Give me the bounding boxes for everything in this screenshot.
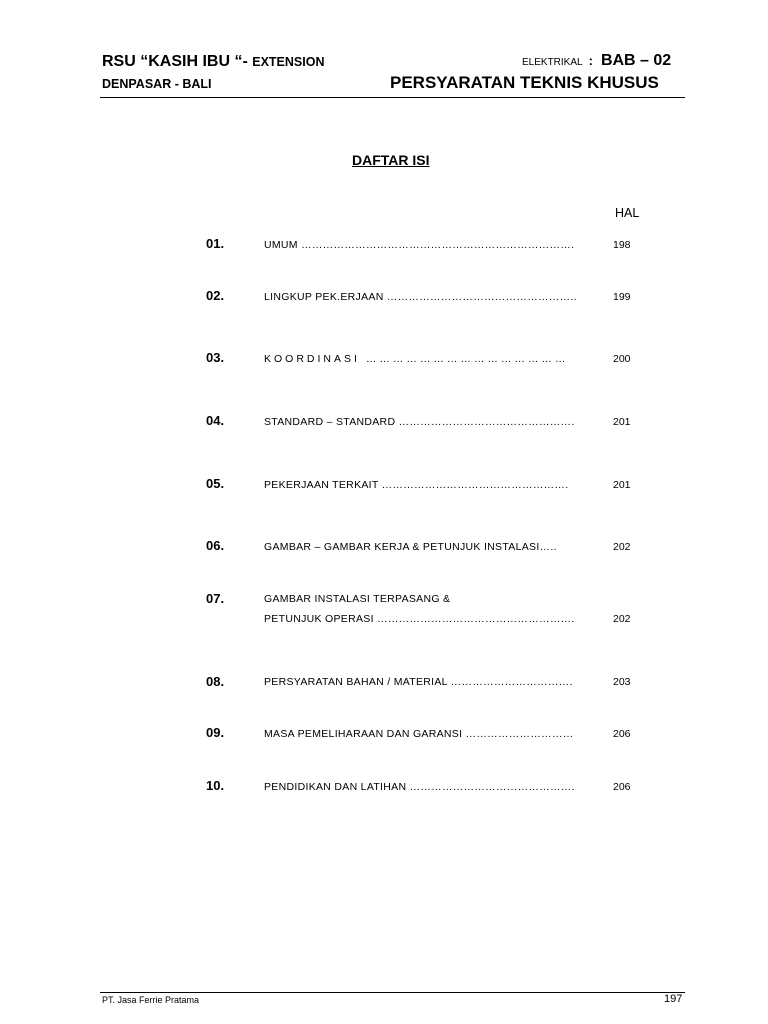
toc-entry-label: GAMBAR – GAMBAR KERJA & PETUNJUK INSTALASI….. (264, 541, 557, 553)
header-organization (102, 53, 324, 71)
toc-entry-label: GAMBAR INSTALASI TERPASANG & (264, 593, 451, 605)
header-location: DENPASAR - BALI (102, 77, 212, 91)
footer-divider (100, 992, 685, 993)
toc-title: DAFTAR ISI (352, 152, 430, 168)
header-org-suffix: EXTENSION (252, 55, 325, 69)
toc-entry-number: 05. (206, 476, 225, 491)
toc-entry-page: 206 (613, 728, 631, 740)
toc-entry-number: 04. (206, 413, 225, 428)
toc-entry-number: 08. (206, 674, 225, 689)
toc-entry-number: 03. (206, 350, 225, 365)
toc-entry-page: 201 (613, 479, 631, 491)
toc-entry-page: 200 (613, 353, 631, 365)
toc-entry-label: KOORDINASI ……………………………………… (264, 353, 569, 365)
toc-entry-label: LINGKUP PEK.ERJAAN …………………………………………….. (264, 291, 577, 303)
toc-entry-page: 203 (613, 676, 631, 688)
toc-entry-page: 202 (613, 613, 631, 625)
toc-entry-label: MASA PEMELIHARAAN DAN GARANSI ………………………… (264, 728, 574, 740)
toc-entry-page: 198 (613, 239, 631, 251)
toc-page-column-label: HAL (615, 206, 640, 220)
header-chapter-line (522, 52, 671, 70)
toc-entry-number: 10. (206, 778, 225, 793)
header-divider (100, 97, 685, 98)
toc-entry-number: 09. (206, 725, 225, 740)
header-discipline: ELEKTRIKAL (522, 57, 583, 68)
toc-entry-label: PEKERJAAN TERKAIT ……………………………………………. (264, 479, 569, 491)
toc-entry-page: 206 (613, 781, 631, 793)
toc-entry-label-continued: PETUNJUK OPERASI ………………………………………………. (264, 613, 575, 625)
toc-entry-label: STANDARD – STANDARD …………………………………………. (264, 416, 575, 428)
header-chapter-title: PERSYARATAN TEKNIS KHUSUS (390, 73, 659, 92)
footer-company: PT. Jasa Ferrie Pratama (102, 995, 200, 1005)
toc-entry-number: 06. (206, 538, 225, 553)
header-org-prefix: RSU “KASIH IBU “- (102, 53, 253, 70)
toc-entry-label: UMUM …………………………………………………………………. (264, 239, 575, 251)
toc-entry-page: 202 (613, 541, 631, 553)
toc-entry-number: 02. (206, 288, 225, 303)
header-chapter: BAB – 02 (600, 52, 672, 69)
toc-entry-page: 201 (613, 416, 631, 428)
toc-entry-label: PERSYARATAN BAHAN / MATERIAL ……………………………. (264, 676, 573, 688)
footer-page-number: 197 (664, 993, 683, 1005)
toc-entry-label: PENDIDIKAN DAN LATIHAN ………………………………………. (264, 781, 575, 793)
header-colon: : (588, 53, 593, 68)
toc-entry-number: 07. (206, 591, 225, 606)
toc-entry-page: 199 (613, 291, 631, 303)
toc-entry-number: 01. (206, 236, 225, 251)
